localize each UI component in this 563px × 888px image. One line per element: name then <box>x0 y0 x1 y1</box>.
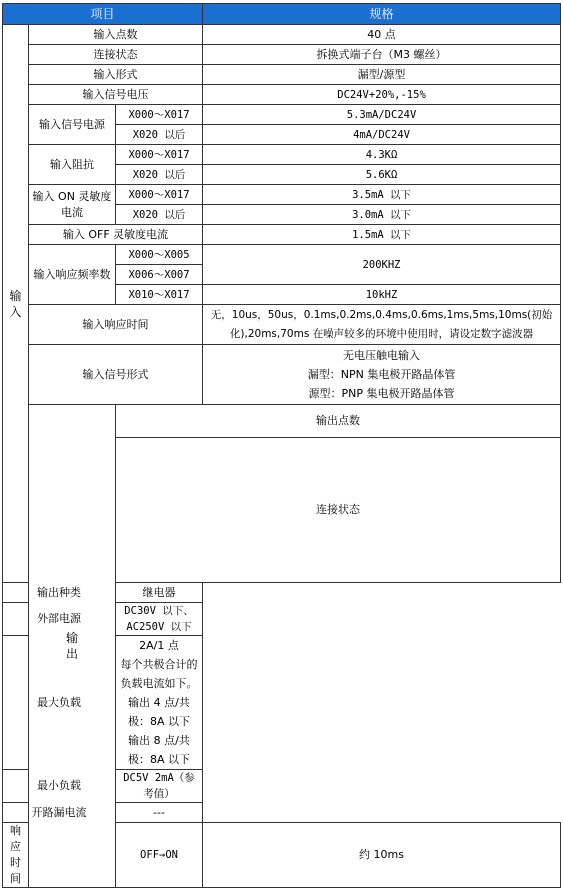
value-cell: 4.3KΩ <box>203 145 561 165</box>
input-response-time-row <box>3 305 561 345</box>
input-form-label: 输入形式 <box>29 65 203 85</box>
range-cell: X020 以后 <box>116 125 203 145</box>
value-cell: 3.0mA 以下 <box>203 205 561 225</box>
range-cell: X020 以后 <box>116 205 203 225</box>
output-max-load-label: 最大负载 <box>3 636 116 770</box>
input-connection-row <box>3 45 561 65</box>
range-cell: X000～X005 <box>116 245 203 265</box>
input-signal-form-row <box>3 345 561 405</box>
output-type-value: 继电器 <box>116 583 203 603</box>
output-points-row <box>3 405 561 438</box>
input-signal-form-label: 输入信号形式 <box>29 345 203 405</box>
input-voltage-value: DC24V+20%,-15% <box>203 85 561 105</box>
value-cell: 5.3mA/DC24V <box>203 105 561 125</box>
input-impedance-row <box>3 145 561 165</box>
output-min-load-value: DC5V 2mA（参考值） <box>116 770 203 803</box>
output-response-value: 约 10ms <box>203 823 561 888</box>
input-points-value: 40 点 <box>203 25 561 45</box>
output-power-label: 外部电源 <box>3 603 116 636</box>
output-leakage-value: --- <box>116 803 203 823</box>
input-off-current-label: 输入 OFF 灵敏度电流 <box>29 225 203 245</box>
output-leakage-label: 开路漏电流 <box>3 803 116 823</box>
range-cell: X000～X017 <box>116 185 203 205</box>
output-type-label: 输出种类 <box>3 583 116 603</box>
output-response-label: 响应时间 <box>3 823 29 888</box>
input-on-current-row <box>3 185 561 205</box>
output-max-load-row <box>3 636 561 770</box>
output-leakage-row <box>3 803 561 823</box>
input-points-row <box>3 25 561 45</box>
input-form-value: 漏型/源型 <box>203 65 561 85</box>
value-cell: 5.6KΩ <box>203 165 561 185</box>
input-connection-label: 连接状态 <box>29 45 203 65</box>
input-signal-current-label: 输入信号电源 <box>29 105 116 145</box>
range-cell: X010～X017 <box>116 285 203 305</box>
spec-table <box>2 3 561 888</box>
value-cell: 4mA/DC24V <box>203 125 561 145</box>
input-signal-form-value: 无电压触电输入 漏型：NPN 集电极开路晶体管 源型：PNP 集电极开路晶体管 <box>203 345 561 405</box>
input-signal-current-row <box>3 105 561 125</box>
input-impedance-label: 输入阻抗 <box>29 145 116 185</box>
header-row <box>3 4 561 25</box>
output-section-label: 输 出 <box>29 405 116 888</box>
output-type-row <box>3 583 561 603</box>
input-freq-label: 输入响应频率数 <box>29 245 116 305</box>
output-response-sub: OFF→ON <box>116 823 203 888</box>
value-cell: 10kHZ <box>203 285 561 305</box>
input-voltage-label: 输入信号电压 <box>29 85 203 105</box>
input-response-time-value: 无，10us，50us，0.1ms,0.2ms,0.4ms,0.6ms,1ms,5ms,10ms(初始 化),20ms,70ms 在噪声较多的环境中使用时，请设定数字滤波器 <box>203 305 561 345</box>
output-min-load-row <box>3 770 561 803</box>
input-connection-value: 拆换式端子台（M3 螺丝） <box>203 45 561 65</box>
range-cell: X000～X017 <box>116 145 203 165</box>
input-off-current-value: 1.5mA 以下 <box>203 225 561 245</box>
range-cell: X006～X007 <box>116 265 203 285</box>
header-spec: 规格 <box>203 4 561 25</box>
output-min-load-label: 最小负载 <box>3 770 116 803</box>
output-points-label: 输出点数 <box>116 405 561 438</box>
output-max-load-value: 2A/1 点 每个共极合计的负载电流如下。 输出 4 点/共极：8A 以下 输出 8 点/共极：8A 以下 <box>116 636 203 770</box>
input-on-current-label: 输入 ON 灵敏度电流 <box>29 185 116 225</box>
value-cell: 200KHZ <box>203 245 561 285</box>
input-form-row <box>3 65 561 85</box>
output-power-row <box>3 603 561 636</box>
value-cell: 3.5mA 以下 <box>203 185 561 205</box>
output-connection-label: 连接状态 <box>116 438 561 583</box>
input-section-label: 输 入 <box>3 25 29 583</box>
range-cell: X000～X017 <box>116 105 203 125</box>
input-points-label: 输入点数 <box>29 25 203 45</box>
header-item: 项目 <box>3 4 203 25</box>
input-freq-row <box>3 245 561 265</box>
input-voltage-row <box>3 85 561 105</box>
range-cell: X020 以后 <box>116 165 203 185</box>
input-response-time-label: 输入响应时间 <box>29 305 203 345</box>
output-power-value: DC30V 以下、AC250V 以下 <box>116 603 203 636</box>
input-off-current-row <box>3 225 561 245</box>
